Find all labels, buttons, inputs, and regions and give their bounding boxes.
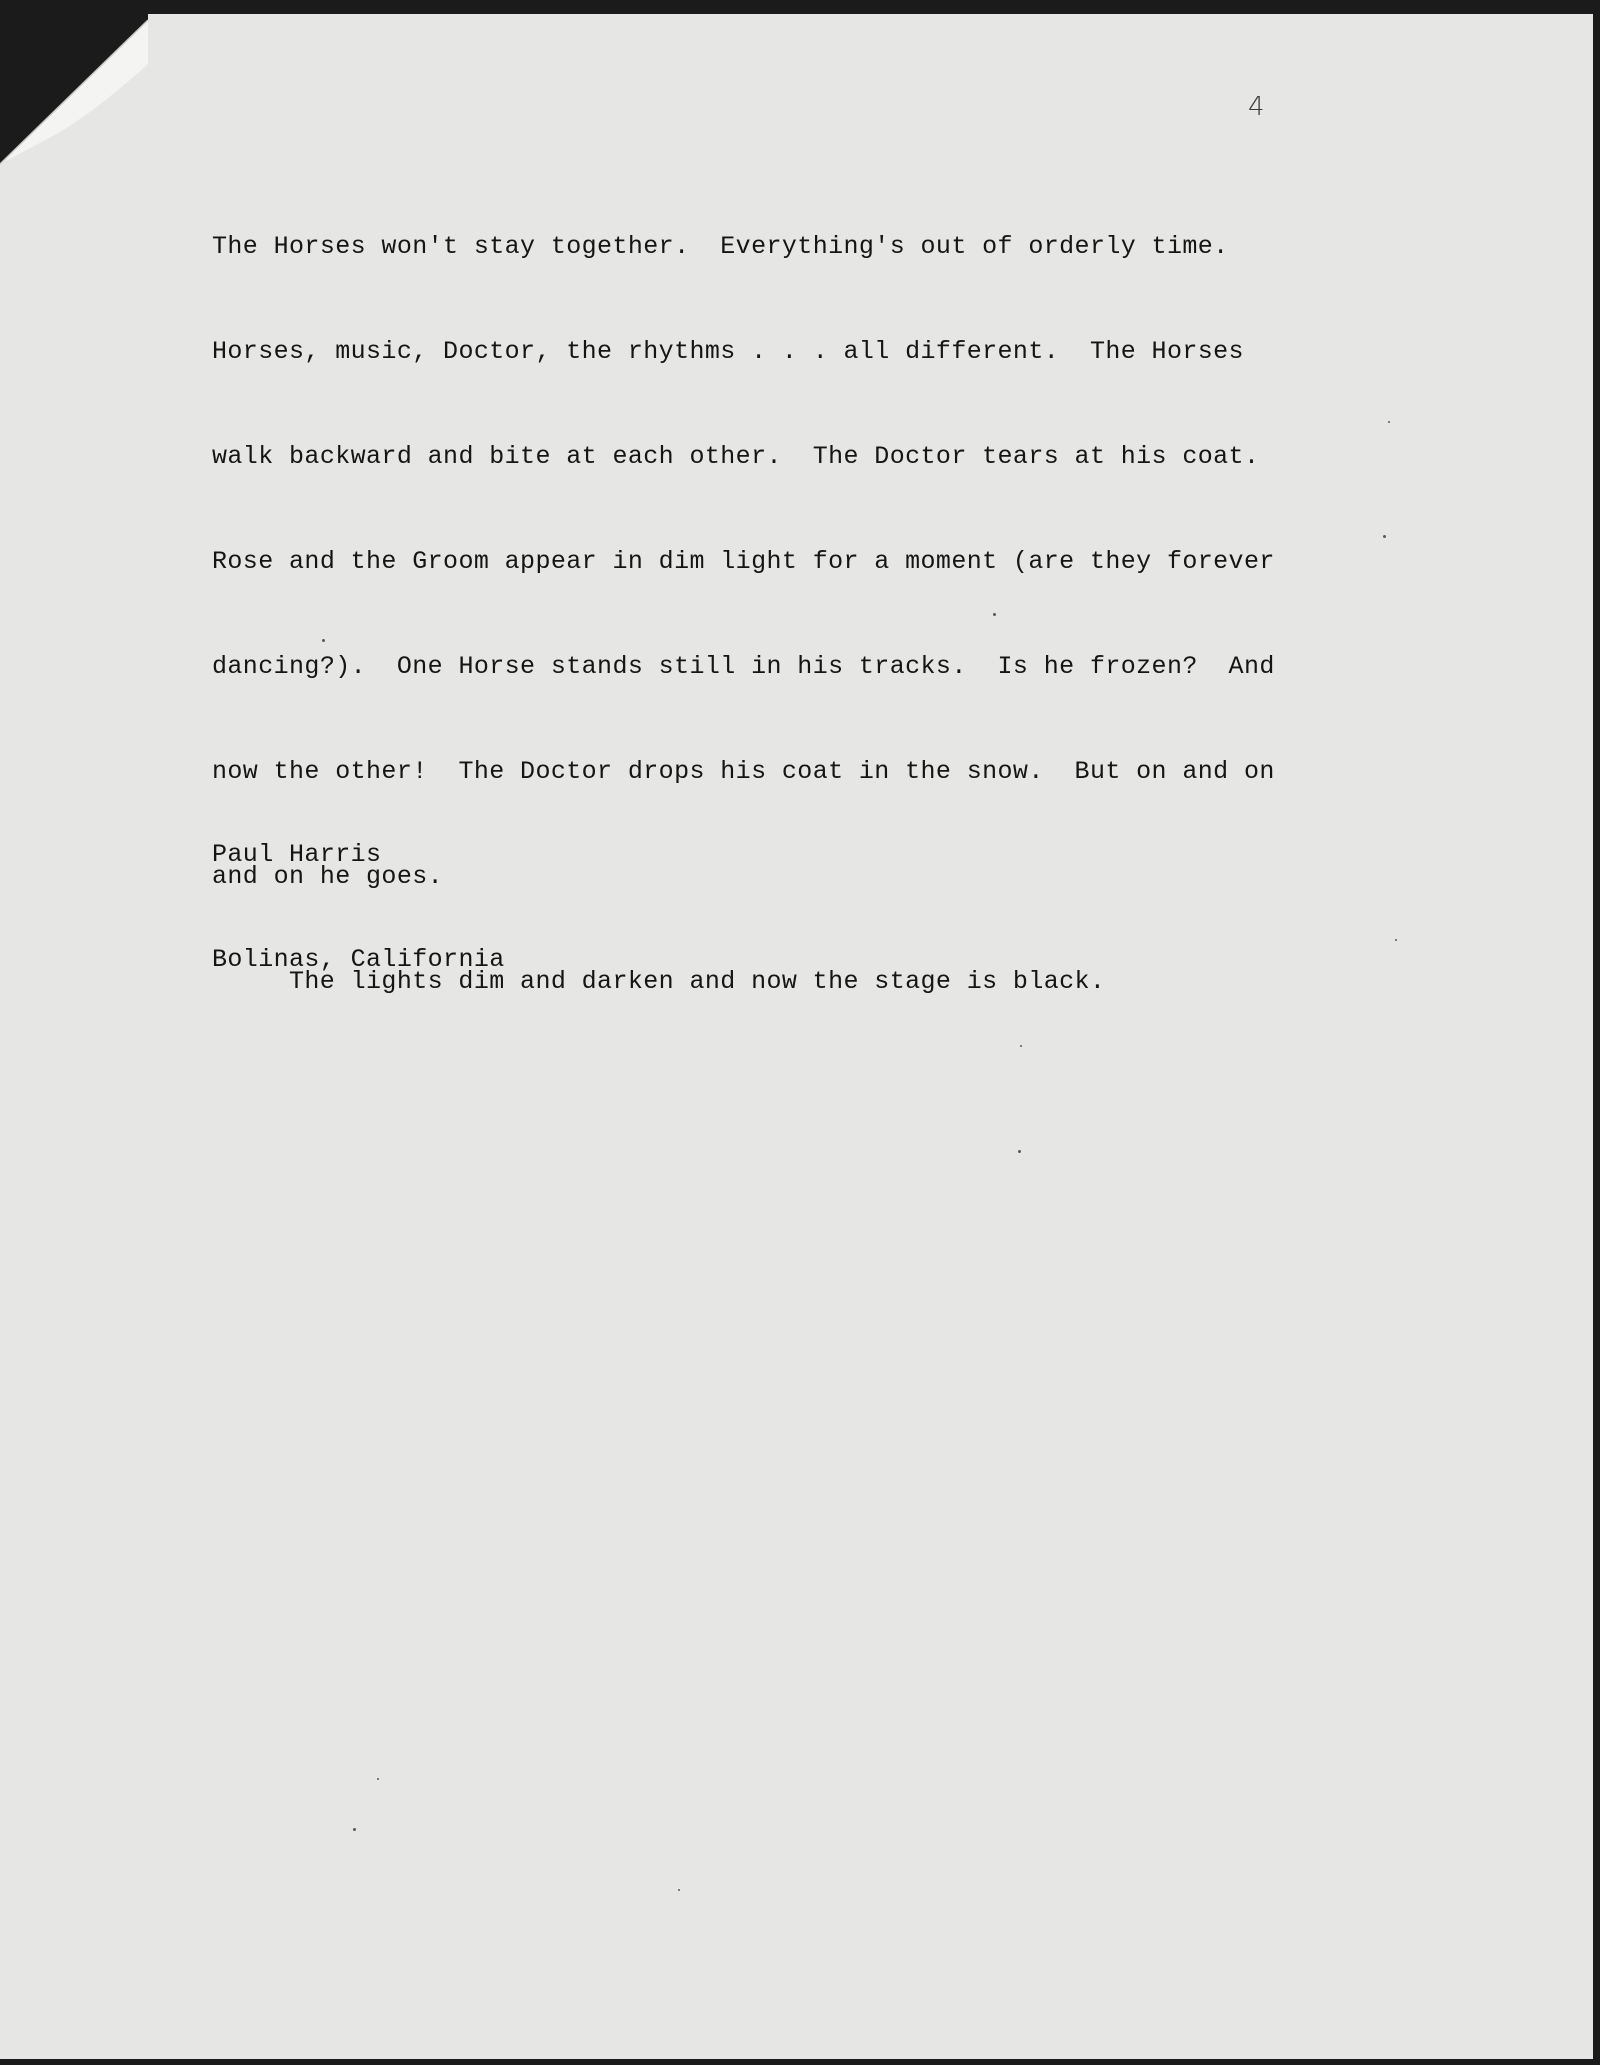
folded-corner [0,14,160,174]
signature-block [212,773,1352,1041]
dust-speck [1395,939,1397,941]
text-line: now the other! The Doctor drops his coat in the snow. But on and on [212,757,1275,786]
dust-speck [1020,1045,1022,1047]
author-name: Paul Harris [212,840,382,869]
text-line: The lights dim and darken and now the stage is black. [289,967,1106,996]
dust-speck [377,1778,379,1780]
dust-speck [993,613,996,616]
dust-speck [1388,421,1390,423]
text-line: Rose and the Groom appear in dim light for a moment (are they forever [212,547,1275,576]
text-line: The Horses won't stay together. Everything's out of orderly time. [212,232,1229,261]
text-line: Horses, music, Doctor, the rhythms . . . all different. The Horses [212,337,1244,366]
dust-speck [322,639,325,642]
author-location: Bolinas, California [212,945,505,974]
dust-speck [1018,1150,1021,1153]
dust-speck [1383,535,1386,538]
dust-speck [353,1828,356,1831]
dust-speck [678,1889,680,1891]
text-line: and on he goes. [212,862,444,891]
page-number: 4 [1248,92,1265,122]
text-line: walk backward and bite at each other. The Doctor tears at his coat. [212,442,1260,471]
text-line: dancing?). One Horse stands still in his tracks. Is he frozen? And [212,652,1275,681]
